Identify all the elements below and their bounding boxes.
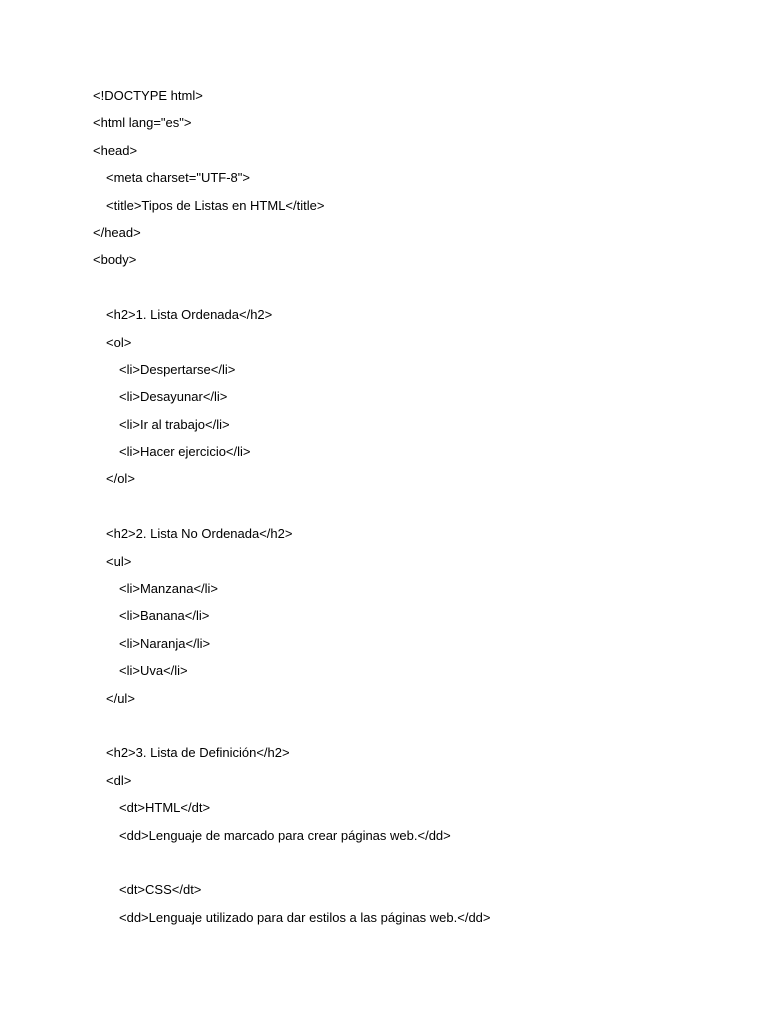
code-line: <dd>Lenguaje de marcado para crear páginas web.</dd> [119,827,451,843]
code-line: <ul> [106,553,132,569]
code-line: <ol> [106,334,132,350]
code-listing [93,86,491,935]
code-line: <li>Naranja</li> [119,635,211,651]
code-line: <li>Banana</li> [119,608,210,624]
code-line: <li>Uva</li> [119,663,188,679]
code-line: <title>Tipos de Listas en HTML</title> [106,197,325,213]
code-line: <dt>CSS</dt> [119,882,202,898]
code-line: <dl> [106,772,132,788]
code-line: <head> [93,142,138,158]
code-line: <h2>3. Lista de Definición</h2> [106,745,290,761]
code-line: <meta charset="UTF-8"> [106,170,250,186]
blank-line [93,853,491,880]
code-line: <body> [93,252,137,268]
code-line: </ul> [106,690,135,706]
code-line: </head> [93,224,141,240]
code-line: </ol> [106,471,135,487]
code-line: <li>Desayunar</li> [119,389,228,405]
code-line: <dt>HTML</dt> [119,800,211,816]
code-line: <li>Manzana</li> [119,581,219,597]
code-line: <dd>Lenguaje utilizado para dar estilos a las páginas web.</dd> [119,909,491,925]
code-line: <li>Despertarse</li> [119,361,236,377]
code-line: <h2>2. Lista No Ordenada</h2> [106,526,293,542]
blank-line [93,716,491,743]
code-line: <html lang="es"> [93,115,192,131]
code-line: <!DOCTYPE html> [93,88,203,103]
code-line: <h2>1. Lista Ordenada</h2> [106,307,273,323]
code-line: <li>Hacer ejercicio</li> [119,444,251,460]
blank-line [93,278,491,305]
blank-line [93,497,491,524]
code-line: <li>Ir al trabajo</li> [119,416,230,432]
